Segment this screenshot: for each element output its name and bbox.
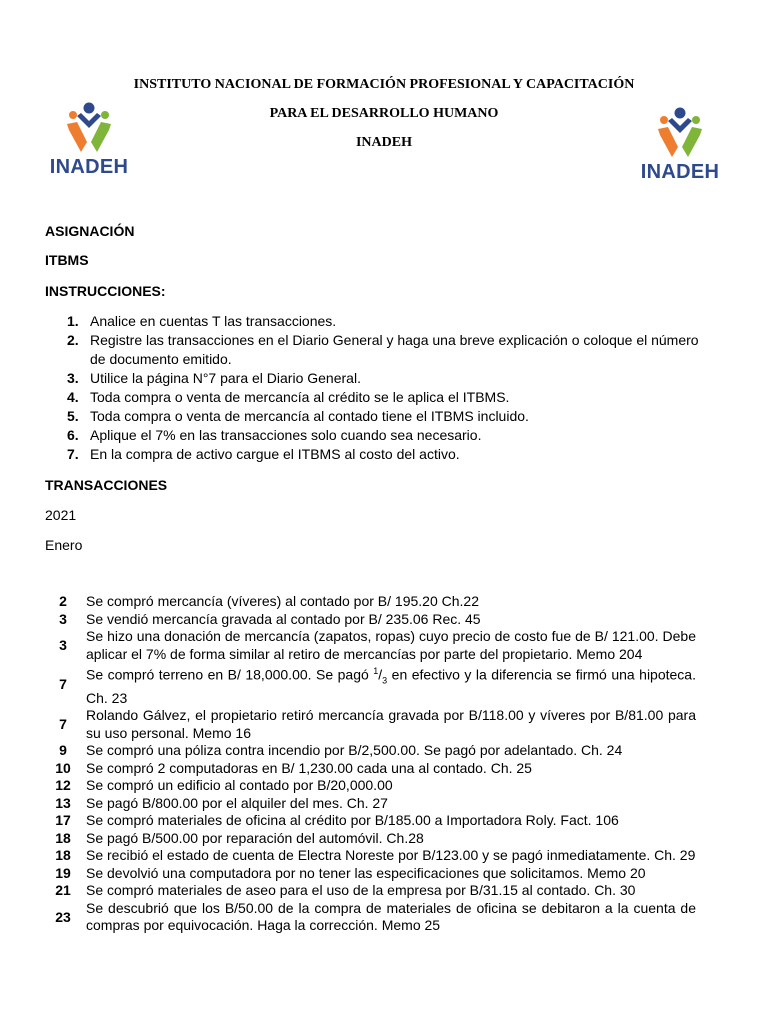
transaction-row [40,707,696,742]
transaction-text: Se hizo una donación de mercancía (zapatos, ropas) cuyo precio de costo fue de B/ 121.00. Debe aplicar el 7% de forma similar al retiro de mercancías por parte del propietario. Memo 204 [86,628,696,662]
transaction-text: Se compró 2 computadoras en B/ 1,230.00 cada una al contado. Ch. 25 [86,759,532,776]
assignment-title: ASIGNACIÓN [45,223,135,239]
transaction-row [40,900,696,935]
transaction-text: Rolando Gálvez, el propietario retiró mercancía gravada por B/118.00 y víveres por B/81.00 para su uso personal. Memo 16 [86,707,696,741]
instruction-number: 6. [67,427,79,443]
transaction-row [40,830,696,848]
transaction-day: 7 [59,716,67,733]
logo-text: INADEH [49,156,129,178]
instructions-list [45,312,705,464]
inadeh-emblem-icon [632,105,728,161]
transaction-text: Se vendió mercancía gravada al contado por B/ 235.06 Rec. 45 [86,610,481,627]
instruction-number: 1. [67,313,79,329]
transaction-row [40,742,696,760]
transaction-row [40,593,696,611]
fraction-denominator: 3 [382,675,388,686]
instruction-item [45,388,705,407]
fraction-numerator: 1 [373,666,379,676]
transaction-text-before: Se compró terreno en B/ 18,000.00. Se pagó [86,666,374,683]
instruction-text: Toda compra o venta de mercancía al contado tiene el ITBMS incluido. [90,408,529,424]
transaction-day: 18 [55,829,71,846]
transaction-text: Se pagó B/500.00 por reparación del automóvil. Ch.28 [86,829,424,846]
transaction-text: Se compró terreno en B/ 18,000.00. Se pagó $^1/_3$ en efectivo y la diferencia se firmó una hipoteca. Ch. 23 [86,666,696,706]
transaction-row [40,628,696,663]
year-label: 2021 [45,507,77,523]
transaction-row [40,812,696,830]
transaction-row [40,611,696,629]
transaction-day: 17 [55,812,71,829]
transaction-text: Se compró materiales de aseo para el uso de la empresa por B/31.15 al contado. Ch. 30 [86,882,636,899]
logo-text: INADEH [640,161,720,183]
inadeh-logo-left [41,100,137,184]
instruction-item [45,445,705,464]
instruction-number: 5. [67,408,79,424]
transactions-heading: TRANSACCIONES [45,477,168,493]
instruction-item [45,426,705,445]
instruction-item [45,407,705,426]
institute-acronym: INADEH [355,135,412,150]
transaction-row [40,795,696,813]
institute-title: INSTITUTO NACIONAL DE FORMACIÓN PROFESIONAL Y CAPACITACIÓN [133,77,635,92]
transaction-text: Se devolvió una computadora por no tener las especificaciones que solicitamos. Memo 20 [86,864,646,881]
transaction-row [40,663,696,707]
transaction-day: 3 [59,636,67,653]
instruction-item [45,312,705,331]
transaction-text-after: en efectivo y la diferencia se firmó una hipoteca. Ch. 23 [86,666,696,706]
transaction-row [40,777,696,795]
transaction-text: Se pagó B/800.00 por el alquiler del mes. Ch. 27 [86,794,388,811]
transaction-row [40,847,696,865]
instruction-text: Toda compra o venta de mercancía al crédito se le aplica el ITBMS. [90,389,510,405]
transaction-text: Se recibió el estado de cuenta de Electra Noreste por B/123.00 y se pagó inmediatamente. Ch. 29 [86,847,696,864]
instruction-text: Aplique el 7% en las transacciones solo cuando sea necesario. [90,427,482,443]
inadeh-emblem-icon [41,100,137,156]
transaction-row [40,760,696,778]
transaction-day: 13 [55,794,71,811]
inadeh-logo-right [632,105,728,189]
month-label: Enero [45,537,83,553]
instruction-text: Registre las transacciones en el Diario General y haga una breve explicación o coloque el número de documento emitido. [90,332,699,367]
transaction-day: 2 [59,593,67,609]
instruction-number: 2. [67,332,79,348]
instruction-number: 4. [67,389,79,405]
instruction-text: Analice en cuentas T las transacciones. [90,313,337,329]
transaction-text: Se compró una póliza contra incendio por B/2,500.00. Se pagó por adelantado. Ch. 24 [86,742,623,759]
transaction-day: 12 [55,777,71,794]
transaction-day: 19 [55,864,71,881]
transaction-row [40,865,696,883]
transactions-table [40,593,696,935]
transaction-text: Se compró un edificio al contado por B/20,000.00 [86,777,393,794]
transaction-text: Se descubrió que los B/50.00 de la compra de materiales de oficina se debitaron a la cuenta de compras por equivocación. Haga la corrección. Memo 25 [86,899,696,934]
transaction-day: 21 [55,882,71,899]
instruction-text: Utilice la página N°7 para el Diario General. [90,370,361,386]
instructions-heading: INSTRUCCIONES: [45,283,166,299]
transaction-day: 7 [59,676,67,693]
transaction-text: Se compró mercancía (víveres) al contado por B/ 195.20 Ch.22 [86,593,479,609]
instruction-item [45,331,705,369]
instruction-text: En la compra de activo cargue el ITBMS al costo del activo. [90,446,460,462]
instruction-number: 3. [67,370,79,386]
assignment-subject: ITBMS [45,252,89,268]
transaction-day: 3 [59,610,67,627]
transaction-text: Se compró materiales de oficina al crédito por B/185.00 a Importadora Roly. Fact. 106 [86,812,619,829]
transaction-day: 9 [59,742,67,759]
instruction-number: 7. [67,446,79,462]
transaction-day: 23 [55,908,71,925]
transaction-day: 10 [55,759,71,776]
transaction-day: 18 [55,847,71,864]
instruction-item [45,369,705,388]
institute-subtitle: PARA EL DESARROLLO HUMANO [269,106,499,121]
transaction-row [40,882,696,900]
